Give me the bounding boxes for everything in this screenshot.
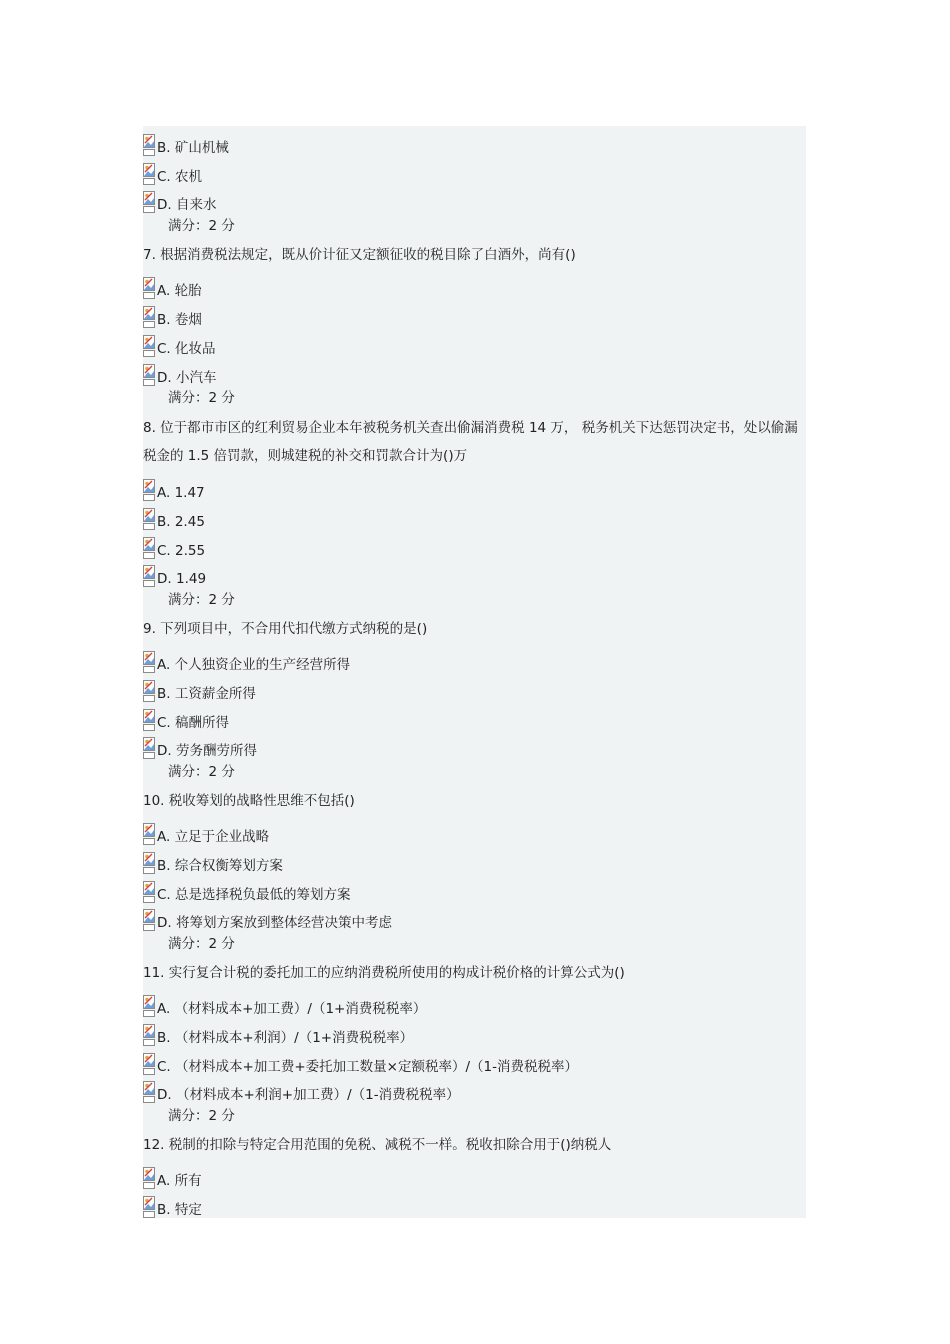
broken-image-icon: [143, 163, 156, 185]
option-label: A. 立足于企业战略: [157, 829, 270, 845]
option-row[interactable]: [143, 1166, 202, 1192]
option-label: B. 矿山机械: [157, 140, 229, 156]
broken-image-icon: [143, 995, 156, 1017]
option-label: A. 个人独资企业的生产经营所得: [157, 657, 351, 673]
option-label: A. 轮胎: [157, 283, 202, 299]
option-row[interactable]: [143, 650, 350, 676]
option-row[interactable]: [143, 708, 229, 734]
option-row[interactable]: [143, 822, 269, 848]
broken-image-icon: [143, 134, 156, 156]
option-label: D. 1.49: [157, 571, 207, 587]
option-label: B. 工资薪金所得: [157, 686, 256, 702]
option-row[interactable]: [143, 851, 283, 877]
broken-image-icon: [143, 1053, 156, 1075]
broken-image-icon: [143, 881, 156, 903]
broken-image-icon: [143, 364, 156, 386]
option-row[interactable]: [143, 994, 426, 1020]
option-label: D. 劳务酬劳所得: [157, 743, 257, 759]
option-label: B. 综合权衡筹划方案: [157, 858, 283, 874]
option-label: A. 1.47: [157, 485, 205, 501]
question-stem: 7. 根据消费税法规定，既从价计征又定额征收的税目除了白酒外，尚有(): [143, 247, 576, 263]
option-label: A. （材料成本+加工费）/（1+消费税税率）: [157, 1001, 427, 1017]
option-row[interactable]: [143, 507, 205, 533]
score-text: 满分：2 分: [168, 390, 235, 406]
question-stem: 10. 税收筹划的战略性思维不包括(): [143, 793, 355, 809]
option-label: C. 化妆品: [157, 341, 216, 357]
option-row[interactable]: [143, 679, 256, 705]
option-row[interactable]: [143, 334, 216, 360]
broken-image-icon: [143, 335, 156, 357]
broken-image-icon: [143, 306, 156, 328]
option-label: C. 稿酬所得: [157, 715, 230, 731]
option-label: C. 总是选择税负最低的筹划方案: [157, 887, 351, 903]
option-row[interactable]: [143, 1023, 413, 1049]
broken-image-icon: [143, 508, 156, 530]
option-row[interactable]: [143, 880, 351, 906]
broken-image-icon: [143, 537, 156, 559]
option-label: B. 特定: [157, 1202, 202, 1218]
option-label: D. （材料成本+利润+加工费）/（1-消费税税率）: [157, 1087, 460, 1103]
option-label: D. 将筹划方案放到整体经营决策中考虑: [157, 915, 392, 931]
option-label: B. 2.45: [157, 514, 205, 530]
option-row[interactable]: [143, 1195, 202, 1221]
broken-image-icon: [143, 823, 156, 845]
option-label: B. 卷烟: [157, 312, 202, 328]
broken-image-icon: [143, 737, 156, 759]
broken-image-icon: [143, 277, 156, 299]
option-label: A. 所有: [157, 1173, 202, 1189]
broken-image-icon: [143, 1024, 156, 1046]
question-stem: 11. 实行复合计税的委托加工的应纳消费税所使用的构成计税价格的计算公式为(): [143, 965, 625, 981]
question-stem: 9. 下列项目中，不合用代扣代缴方式纳税的是(): [143, 621, 428, 637]
score-text: 满分：2 分: [168, 592, 235, 608]
broken-image-icon: [143, 1167, 156, 1189]
option-row[interactable]: [143, 276, 202, 302]
option-row[interactable]: [143, 305, 202, 331]
score-text: 满分：2 分: [168, 218, 235, 234]
score-text: 满分：2 分: [168, 1108, 235, 1124]
question-stem: 12. 税制的扣除与特定合用范围的免税、减税不一样。税收扣除合用于()纳税人: [143, 1137, 612, 1153]
option-label: C. （材料成本+加工费+委托加工数量×定额税率）/（1-消费税税率）: [157, 1059, 578, 1075]
broken-image-icon: [143, 709, 156, 731]
option-row[interactable]: [143, 162, 202, 188]
option-label: D. 自来水: [157, 197, 217, 213]
broken-image-icon: [143, 1081, 156, 1103]
broken-image-icon: [143, 1196, 156, 1218]
broken-image-icon: [143, 852, 156, 874]
option-label: B. （材料成本+利润）/（1+消费税税率）: [157, 1030, 414, 1046]
score-text: 满分：2 分: [168, 936, 235, 952]
broken-image-icon: [143, 909, 156, 931]
broken-image-icon: [143, 479, 156, 501]
option-label: C. 农机: [157, 169, 203, 185]
broken-image-icon: [143, 191, 156, 213]
option-row[interactable]: [143, 478, 205, 504]
question-stem: 8. 位于都市市区的红利贸易企业本年被税务机关查出偷漏消费税 14 万， 税务机关下达惩罚决定书，处以偷漏税金的 1.5 倍罚款，则城建税的补交和罚款合计为()万: [143, 420, 798, 464]
option-row[interactable]: [143, 1052, 578, 1078]
broken-image-icon: [143, 651, 156, 673]
option-row[interactable]: [143, 536, 205, 562]
option-row[interactable]: [143, 133, 229, 159]
option-label: D. 小汽车: [157, 370, 217, 386]
broken-image-icon: [143, 680, 156, 702]
option-label: C. 2.55: [157, 543, 206, 559]
broken-image-icon: [143, 565, 156, 587]
score-text: 满分：2 分: [168, 764, 235, 780]
